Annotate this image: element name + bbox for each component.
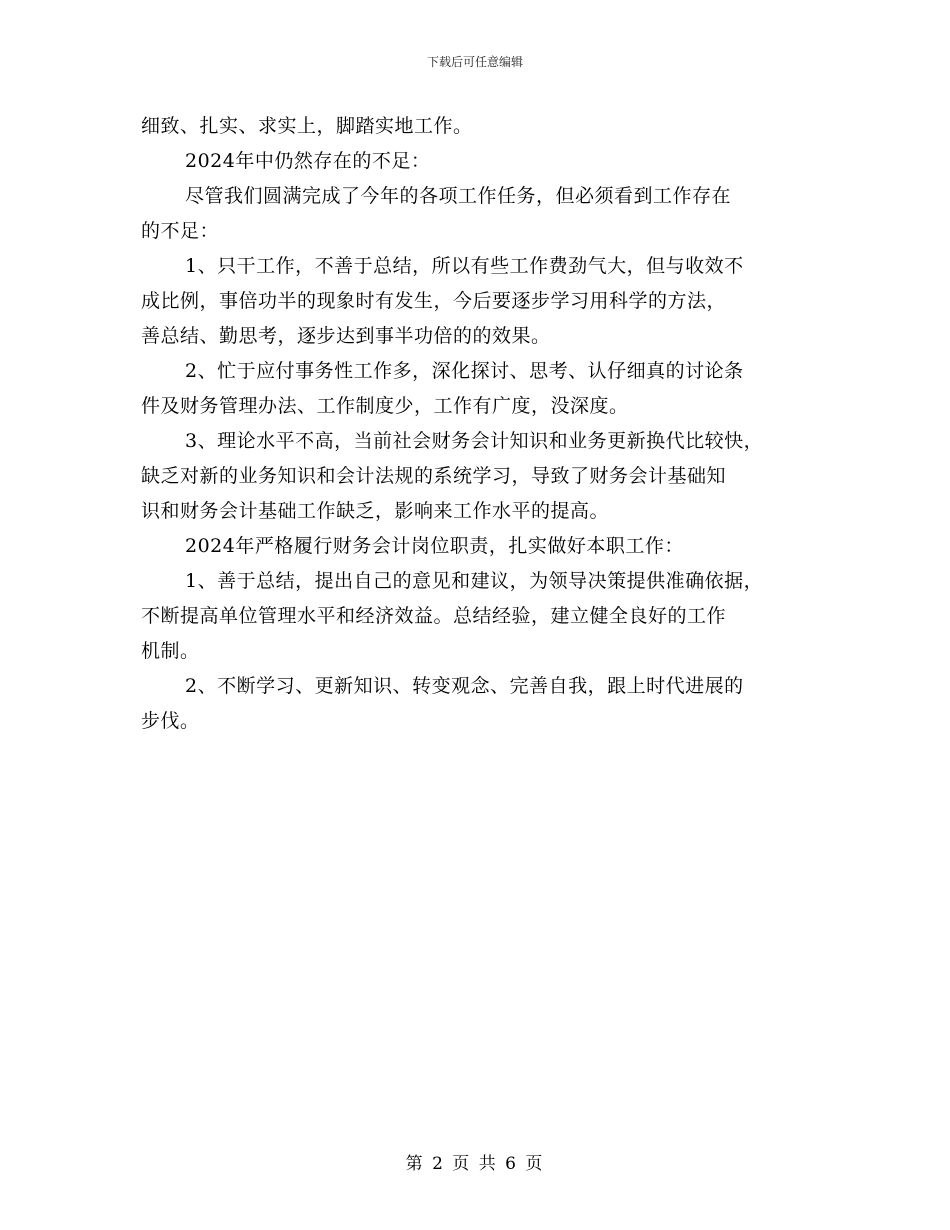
- text-line-4: 的不足：: [141, 220, 220, 242]
- text-line-16: 机制。: [141, 640, 200, 662]
- text-line-10: 3、理论水平不高，当前社会财务会计知识和业务更新换代比较快，: [185, 430, 764, 452]
- text-line-5: 1、只干工作，不善于总结，所以有些工作费劲气大，但与收效不: [185, 255, 744, 277]
- text-line-17: 2、不断学习、更新知识、转变观念、完善自我，跟上时代进展的: [185, 675, 744, 697]
- text-line-7: 善总结、勤思考，逐步达到事半功倍的的效果。: [141, 325, 551, 347]
- text-line-3: 尽管我们圆满完成了今年的各项工作任务，但必须看到工作存在: [185, 185, 732, 207]
- text-line-6: 成比例，事倍功半的现象时有发生，今后要逐步学习用科学的方法，: [141, 290, 727, 312]
- document-body: [141, 109, 821, 739]
- text-line-13: 2024年严格履行财务会计岗位职责，扎实做好本职工作：: [185, 535, 684, 557]
- text-line-11: 缺乏对新的业务知识和会计法规的系统学习，导致了财务会计基础知: [141, 465, 727, 487]
- text-line-14: 1、善于总结，提出自己的意见和建议，为领导决策提供准确依据，: [185, 570, 764, 592]
- text-line-15: 不断提高单位管理水平和经济效益。总结经验，建立健全良好的工作: [141, 605, 727, 627]
- text-line-2: 2024年中仍然存在的不足：: [185, 150, 431, 172]
- text-line-9: 件及财务管理办法、工作制度少，工作有广度，没深度。: [141, 395, 629, 417]
- text-line-1: 细致、扎实、求实上，脚踏实地工作。: [141, 115, 473, 137]
- text-line-8: 2、忙于应付事务性工作多，深化探讨、思考、认仔细真的讨论条: [185, 360, 744, 382]
- page-header: 下载后可任意编辑: [426, 55, 523, 69]
- page-number-footer: 第 2 页 共 6 页: [405, 1154, 545, 1174]
- text-line-18: 步伐。: [141, 710, 200, 732]
- text-line-12: 识和财务会计基础工作缺乏，影响来工作水平的提高。: [141, 500, 610, 522]
